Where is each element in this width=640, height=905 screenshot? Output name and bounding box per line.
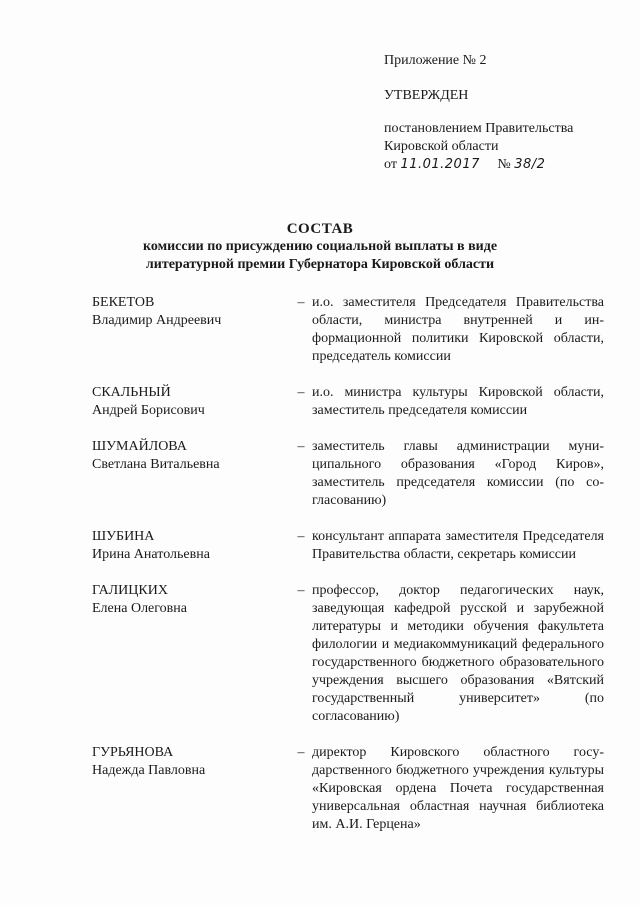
title-line-1: комиссии по присуждению социальной выплаты в виде [142, 239, 498, 254]
document-title [0, 220, 640, 274]
member-entry [92, 294, 604, 366]
decree-date-number [384, 156, 624, 174]
member-given-name: Надежда Павловна [92, 763, 206, 778]
member-given-name: Елена Олеговна [92, 601, 187, 616]
member-surname: БЕКЕТОВ [92, 295, 155, 310]
decree-line-2: Кировской области [384, 139, 499, 154]
member-entry [92, 384, 604, 420]
member-given-name: Ирина Анатольевна [92, 547, 210, 562]
member-name [92, 744, 290, 834]
member-role: директор Кировского областного государственного бюджетного учреждения культуры «Кировская ордена Почета государственная универсальная областная научная библиотека им. А.И. Герцена» [312, 745, 604, 832]
member-role: заместитель главы администрации муниципального образования «Город Киров», заместитель председателя комиссии (по согласованию) [312, 439, 604, 508]
member-role: консультант аппарата заместителя Председателя Правительства области, секретарь комиссии [312, 529, 604, 562]
member-name [92, 294, 290, 366]
member-name [92, 438, 290, 510]
member-entry [92, 438, 604, 510]
handwritten-number: 38/2 [514, 157, 546, 172]
member-dash: – [297, 745, 305, 760]
member-entry [92, 528, 604, 564]
member-given-name: Светлана Витальевна [92, 457, 220, 472]
member-dash: – [297, 385, 305, 400]
member-entry [92, 582, 604, 726]
member-dash: – [297, 529, 305, 544]
number-prefix: № [497, 157, 511, 172]
member-surname: ШУБИНА [92, 529, 155, 544]
member-dash: – [297, 295, 305, 310]
member-name [92, 528, 290, 564]
member-entry [92, 744, 604, 834]
approved-label: УТВЕРЖДЕН [384, 88, 469, 103]
decree-line-1: постановлением Правительства [384, 121, 574, 136]
member-dash: – [297, 583, 305, 598]
member-given-name: Владимир Андреевич [92, 313, 222, 328]
member-surname: ГУРЬЯНОВА [92, 745, 174, 760]
handwritten-date: 11.01.2017 [400, 157, 480, 172]
member-role: и.о. министра культуры Кировской области, заместитель председателя комиссии [312, 385, 604, 418]
title-line-2: литературной премии Губернатора Кировской области [145, 257, 495, 272]
member-surname: ШУМАЙЛОВА [92, 439, 187, 454]
member-surname: СКАЛЬНЫЙ [92, 385, 171, 400]
appendix-label: Приложение № 2 [384, 53, 487, 68]
member-given-name: Андрей Борисович [92, 403, 205, 418]
member-name [92, 582, 290, 726]
title-main: СОСТАВ [286, 221, 354, 237]
member-surname: ГАЛИЦКИХ [92, 583, 168, 598]
approval-header [384, 52, 624, 174]
member-role: и.о. заместителя Председателя Правительства области, министра внутренней и информационной политики Кировской области, председатель комиссии [312, 295, 604, 364]
members-list [92, 294, 604, 834]
member-name [92, 384, 290, 420]
date-prefix: от [384, 157, 397, 172]
member-dash: – [297, 439, 305, 454]
member-role: профессор, доктор педагогических наук, заведующая кафедрой русской и зарубежной литературы и методики обучения факультета филологии и медиакоммуникаций федерального государственного бюджетного образовательного учреждения высшего образования «Вятский государственный университет» (по согласованию) [312, 583, 604, 724]
